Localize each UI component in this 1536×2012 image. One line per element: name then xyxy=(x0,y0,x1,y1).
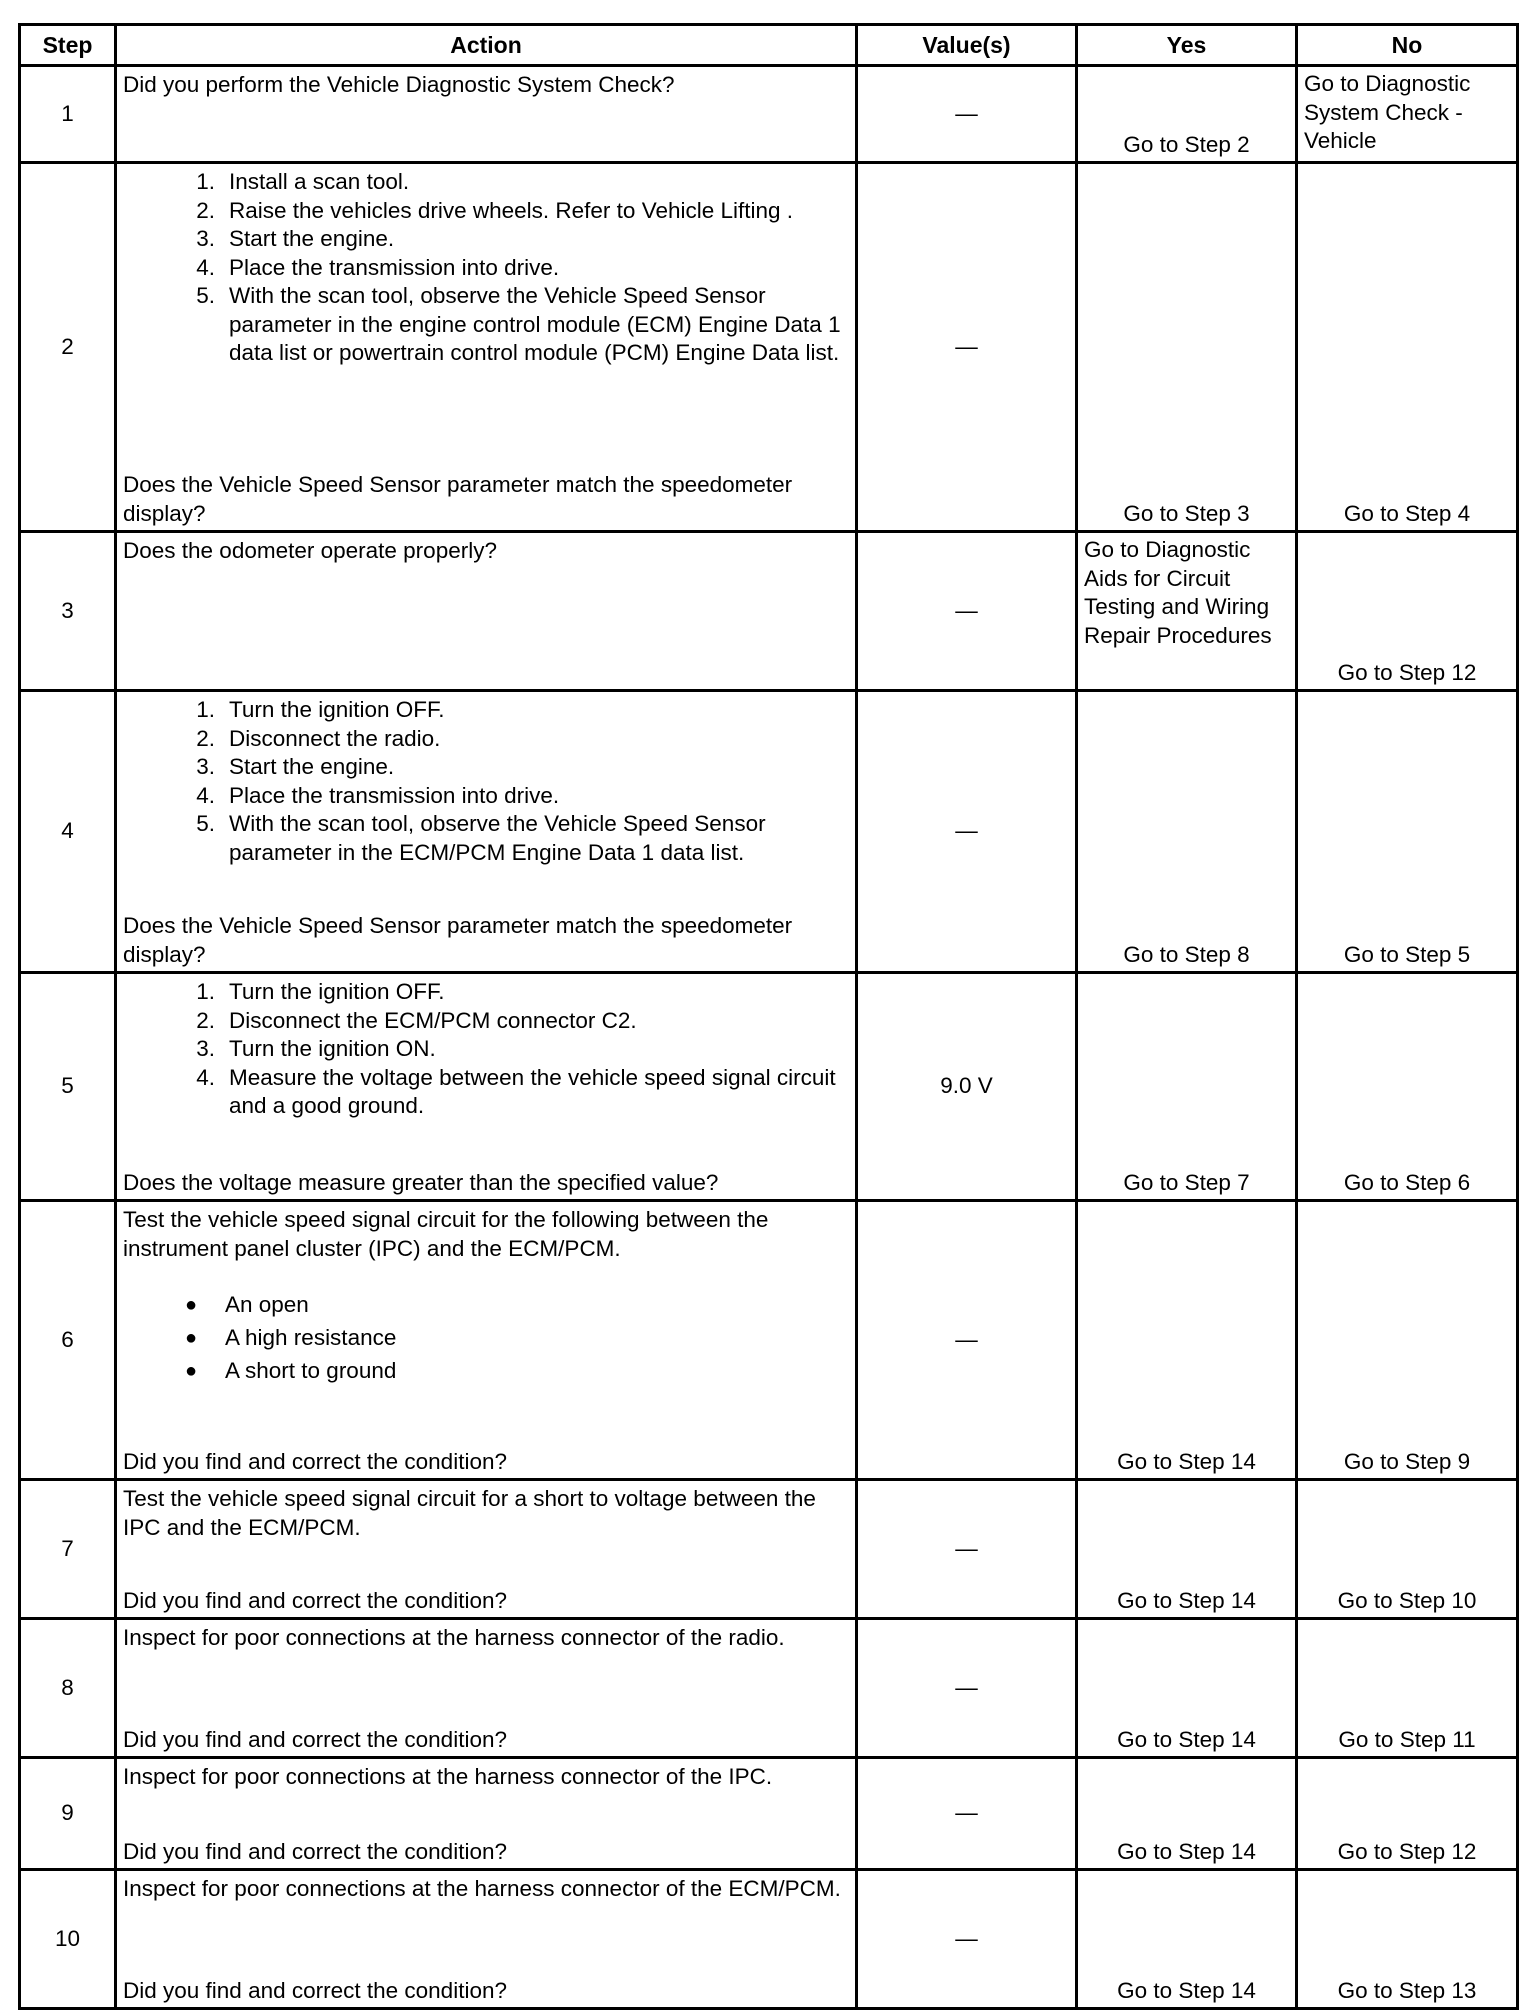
list-item-number: 3. xyxy=(196,1036,215,1061)
action-step-list xyxy=(123,696,849,867)
table-row xyxy=(20,532,1518,691)
value-cell: — xyxy=(857,1758,1077,1870)
list-item xyxy=(123,225,849,254)
list-item-number: 5. xyxy=(196,283,215,308)
step-number: 8 xyxy=(20,1619,116,1758)
action-cell xyxy=(116,1619,857,1758)
table-row xyxy=(20,973,1518,1201)
no-cell xyxy=(1297,163,1518,532)
list-item xyxy=(123,254,849,283)
action-step-list xyxy=(123,978,849,1121)
bullet-icon: ● xyxy=(184,1327,198,1350)
list-item xyxy=(123,282,849,368)
yes-outcome: Go to Step 14 xyxy=(1117,1977,1256,2003)
action-intro: Inspect for poor connections at the harness connector of the IPC. xyxy=(123,1764,773,1789)
table-row xyxy=(20,1619,1518,1758)
yes-outcome: Go to Diagnostic Aids for Circuit Testing and Wiring Repair Procedures xyxy=(1084,537,1272,648)
yes-cell xyxy=(1077,163,1297,532)
action-question: Did you find and correct the condition? xyxy=(123,1726,507,1752)
table-row xyxy=(20,66,1518,163)
action-cell xyxy=(116,973,857,1201)
list-item xyxy=(123,978,849,1007)
no-cell xyxy=(1297,691,1518,973)
table-row xyxy=(20,691,1518,973)
yes-outcome: Go to Step 3 xyxy=(1123,500,1250,526)
step-number: 1 xyxy=(20,66,116,163)
action-cell xyxy=(116,532,857,691)
yes-cell xyxy=(1077,1619,1297,1758)
yes-outcome: Go to Step 14 xyxy=(1117,1726,1256,1752)
yes-outcome: Go to Step 14 xyxy=(1117,1587,1256,1613)
yes-cell xyxy=(1077,1480,1297,1619)
value-cell: — xyxy=(857,1201,1077,1480)
list-item xyxy=(123,1322,849,1355)
no-outcome: Go to Step 12 xyxy=(1337,659,1477,685)
no-outcome: Go to Diagnostic System Check - Vehicle xyxy=(1304,71,1471,153)
action-question: Does the voltage measure greater than the specified value? xyxy=(123,1169,719,1195)
header-no: No xyxy=(1297,25,1518,66)
yes-cell xyxy=(1077,1758,1297,1870)
table-row xyxy=(20,1480,1518,1619)
yes-outcome: Go to Step 7 xyxy=(1123,1169,1250,1195)
no-cell xyxy=(1297,1201,1518,1480)
table-row xyxy=(20,1870,1518,2009)
list-item-number: 4. xyxy=(196,254,215,280)
list-item-number: 2. xyxy=(196,725,215,751)
no-outcome: Go to Step 11 xyxy=(1338,1726,1476,1752)
bullet-text: A high resistance xyxy=(225,1325,397,1351)
value-cell: 9.0 V xyxy=(857,973,1077,1201)
action-intro: Test the vehicle speed signal circuit for the following between the instrument panel cluster (IPC) and the ECM/PCM. xyxy=(123,1207,769,1261)
action-question: Did you find and correct the condition? xyxy=(123,1448,507,1474)
action-question: Does the Vehicle Speed Sensor parameter match the speedometer display? xyxy=(123,913,793,967)
action-intro: Does the odometer operate properly? xyxy=(123,538,497,563)
list-item xyxy=(123,197,849,226)
list-item-number: 4. xyxy=(196,782,215,808)
no-outcome: Go to Step 4 xyxy=(1343,500,1471,526)
header-yes: Yes xyxy=(1077,25,1297,66)
no-outcome: Go to Step 13 xyxy=(1337,1977,1477,2003)
list-item-text: Turn the ignition ON. xyxy=(229,1036,436,1061)
step-number: 9 xyxy=(20,1758,116,1870)
no-cell xyxy=(1297,532,1518,691)
list-item-number: 1. xyxy=(196,697,215,722)
bullet-icon: ● xyxy=(184,1360,198,1383)
list-item-text: With the scan tool, observe the Vehicle Speed Sensor parameter in the engine control module (ECM) Engine Data 1 data list or powertrain control module (PCM) Engine Data list. xyxy=(229,283,841,365)
list-item xyxy=(123,696,849,725)
list-item-text: Start the engine. xyxy=(229,226,395,251)
diagnostic-table xyxy=(18,23,1519,2010)
bullet-text: An open xyxy=(225,1292,309,1318)
step-number: 2 xyxy=(20,163,116,532)
no-cell xyxy=(1297,973,1518,1201)
list-item-number: 3. xyxy=(196,226,215,251)
value-cell: — xyxy=(857,532,1077,691)
yes-outcome: Go to Step 14 xyxy=(1117,1838,1256,1864)
yes-cell xyxy=(1077,1870,1297,2009)
header-step: Step xyxy=(20,25,116,66)
no-outcome: Go to Step 6 xyxy=(1343,1169,1471,1195)
list-item xyxy=(123,1289,849,1322)
action-question: Does the Vehicle Speed Sensor parameter match the speedometer display? xyxy=(123,472,793,526)
list-item xyxy=(123,168,849,197)
action-cell xyxy=(116,1201,857,1480)
yes-cell xyxy=(1077,66,1297,163)
no-cell xyxy=(1297,1480,1518,1619)
list-item-number: 2. xyxy=(196,197,215,223)
list-item-number: 1. xyxy=(196,169,215,194)
action-intro: Test the vehicle speed signal circuit for a short to voltage between the IPC and the ECM/PCM. xyxy=(123,1486,816,1540)
list-item-text: With the scan tool, observe the Vehicle Speed Sensor parameter in the ECM/PCM Engine Data 1 data list. xyxy=(229,811,766,865)
step-number: 6 xyxy=(20,1201,116,1480)
list-item-number: 3. xyxy=(196,754,215,779)
no-outcome: Go to Step 12 xyxy=(1337,1838,1477,1864)
list-item-number: 1. xyxy=(196,979,215,1004)
list-item xyxy=(123,1007,849,1036)
no-cell xyxy=(1297,66,1518,163)
list-item-text: Install a scan tool. xyxy=(229,169,410,194)
action-question: Did you find and correct the condition? xyxy=(123,1838,507,1864)
list-item-text: Place the transmission into drive. xyxy=(229,254,560,280)
yes-cell xyxy=(1077,532,1297,691)
list-item xyxy=(123,725,849,754)
list-item-number: 5. xyxy=(196,811,215,836)
list-item-text: Turn the ignition OFF. xyxy=(229,979,445,1004)
list-item xyxy=(123,1064,849,1121)
list-item-text: Start the engine. xyxy=(229,754,395,779)
list-item xyxy=(123,782,849,811)
yes-cell xyxy=(1077,691,1297,973)
yes-cell xyxy=(1077,1201,1297,1480)
value-cell: — xyxy=(857,1619,1077,1758)
value-cell: — xyxy=(857,163,1077,532)
table-row xyxy=(20,1758,1518,1870)
action-cell xyxy=(116,163,857,532)
list-item-number: 2. xyxy=(196,1007,215,1033)
list-item-text: Measure the voltage between the vehicle speed signal circuit and a good ground. xyxy=(229,1064,836,1118)
bullet-icon: ● xyxy=(184,1294,198,1317)
bullet-text: A short to ground xyxy=(225,1358,397,1384)
list-item xyxy=(123,753,849,782)
yes-cell xyxy=(1077,973,1297,1201)
list-item-text: Raise the vehicles drive wheels. Refer to Vehicle Lifting . xyxy=(229,197,794,223)
action-step-list xyxy=(123,168,849,368)
table-row xyxy=(20,163,1518,532)
step-number: 4 xyxy=(20,691,116,973)
action-cell xyxy=(116,1870,857,2009)
no-outcome: Go to Step 9 xyxy=(1343,1448,1471,1474)
list-item xyxy=(123,1035,849,1064)
value-cell: — xyxy=(857,66,1077,163)
step-number: 3 xyxy=(20,532,116,691)
action-intro: Inspect for poor connections at the harness connector of the ECM/PCM. xyxy=(123,1876,841,1901)
action-cell xyxy=(116,691,857,973)
no-cell xyxy=(1297,1870,1518,2009)
yes-outcome: Go to Step 14 xyxy=(1117,1448,1256,1474)
list-item-text: Place the transmission into drive. xyxy=(229,782,560,808)
value-cell: — xyxy=(857,1870,1077,2009)
value-cell: — xyxy=(857,1480,1077,1619)
list-item-number: 4. xyxy=(196,1064,215,1090)
action-cell xyxy=(116,66,857,163)
header-row xyxy=(20,25,1518,66)
no-outcome: Go to Step 10 xyxy=(1337,1587,1477,1613)
action-cell xyxy=(116,1480,857,1619)
no-cell xyxy=(1297,1619,1518,1758)
yes-outcome: Go to Step 2 xyxy=(1123,131,1250,157)
list-item-text: Turn the ignition OFF. xyxy=(229,697,445,722)
condition-bullet-list xyxy=(123,1289,849,1388)
table-row xyxy=(20,1201,1518,1480)
list-item xyxy=(123,1355,849,1388)
step-number: 5 xyxy=(20,973,116,1201)
action-intro: Inspect for poor connections at the harness connector of the radio. xyxy=(123,1625,785,1650)
value-cell: — xyxy=(857,691,1077,973)
header-values: Value(s) xyxy=(857,25,1077,66)
action-cell xyxy=(116,1758,857,1870)
list-item-text: Disconnect the ECM/PCM connector C2. xyxy=(229,1007,637,1033)
action-question: Did you find and correct the condition? xyxy=(123,1977,507,2003)
list-item-text: Disconnect the radio. xyxy=(229,725,441,751)
header-action: Action xyxy=(116,25,857,66)
list-item xyxy=(123,810,849,867)
yes-outcome: Go to Step 8 xyxy=(1123,941,1250,967)
no-cell xyxy=(1297,1758,1518,1870)
step-number: 10 xyxy=(20,1870,116,2009)
action-question: Did you find and correct the condition? xyxy=(123,1587,507,1613)
diagnostic-table-wrapper xyxy=(18,23,1516,2010)
step-number: 7 xyxy=(20,1480,116,1619)
no-outcome: Go to Step 5 xyxy=(1343,941,1471,967)
action-intro: Did you perform the Vehicle Diagnostic System Check? xyxy=(123,72,675,97)
